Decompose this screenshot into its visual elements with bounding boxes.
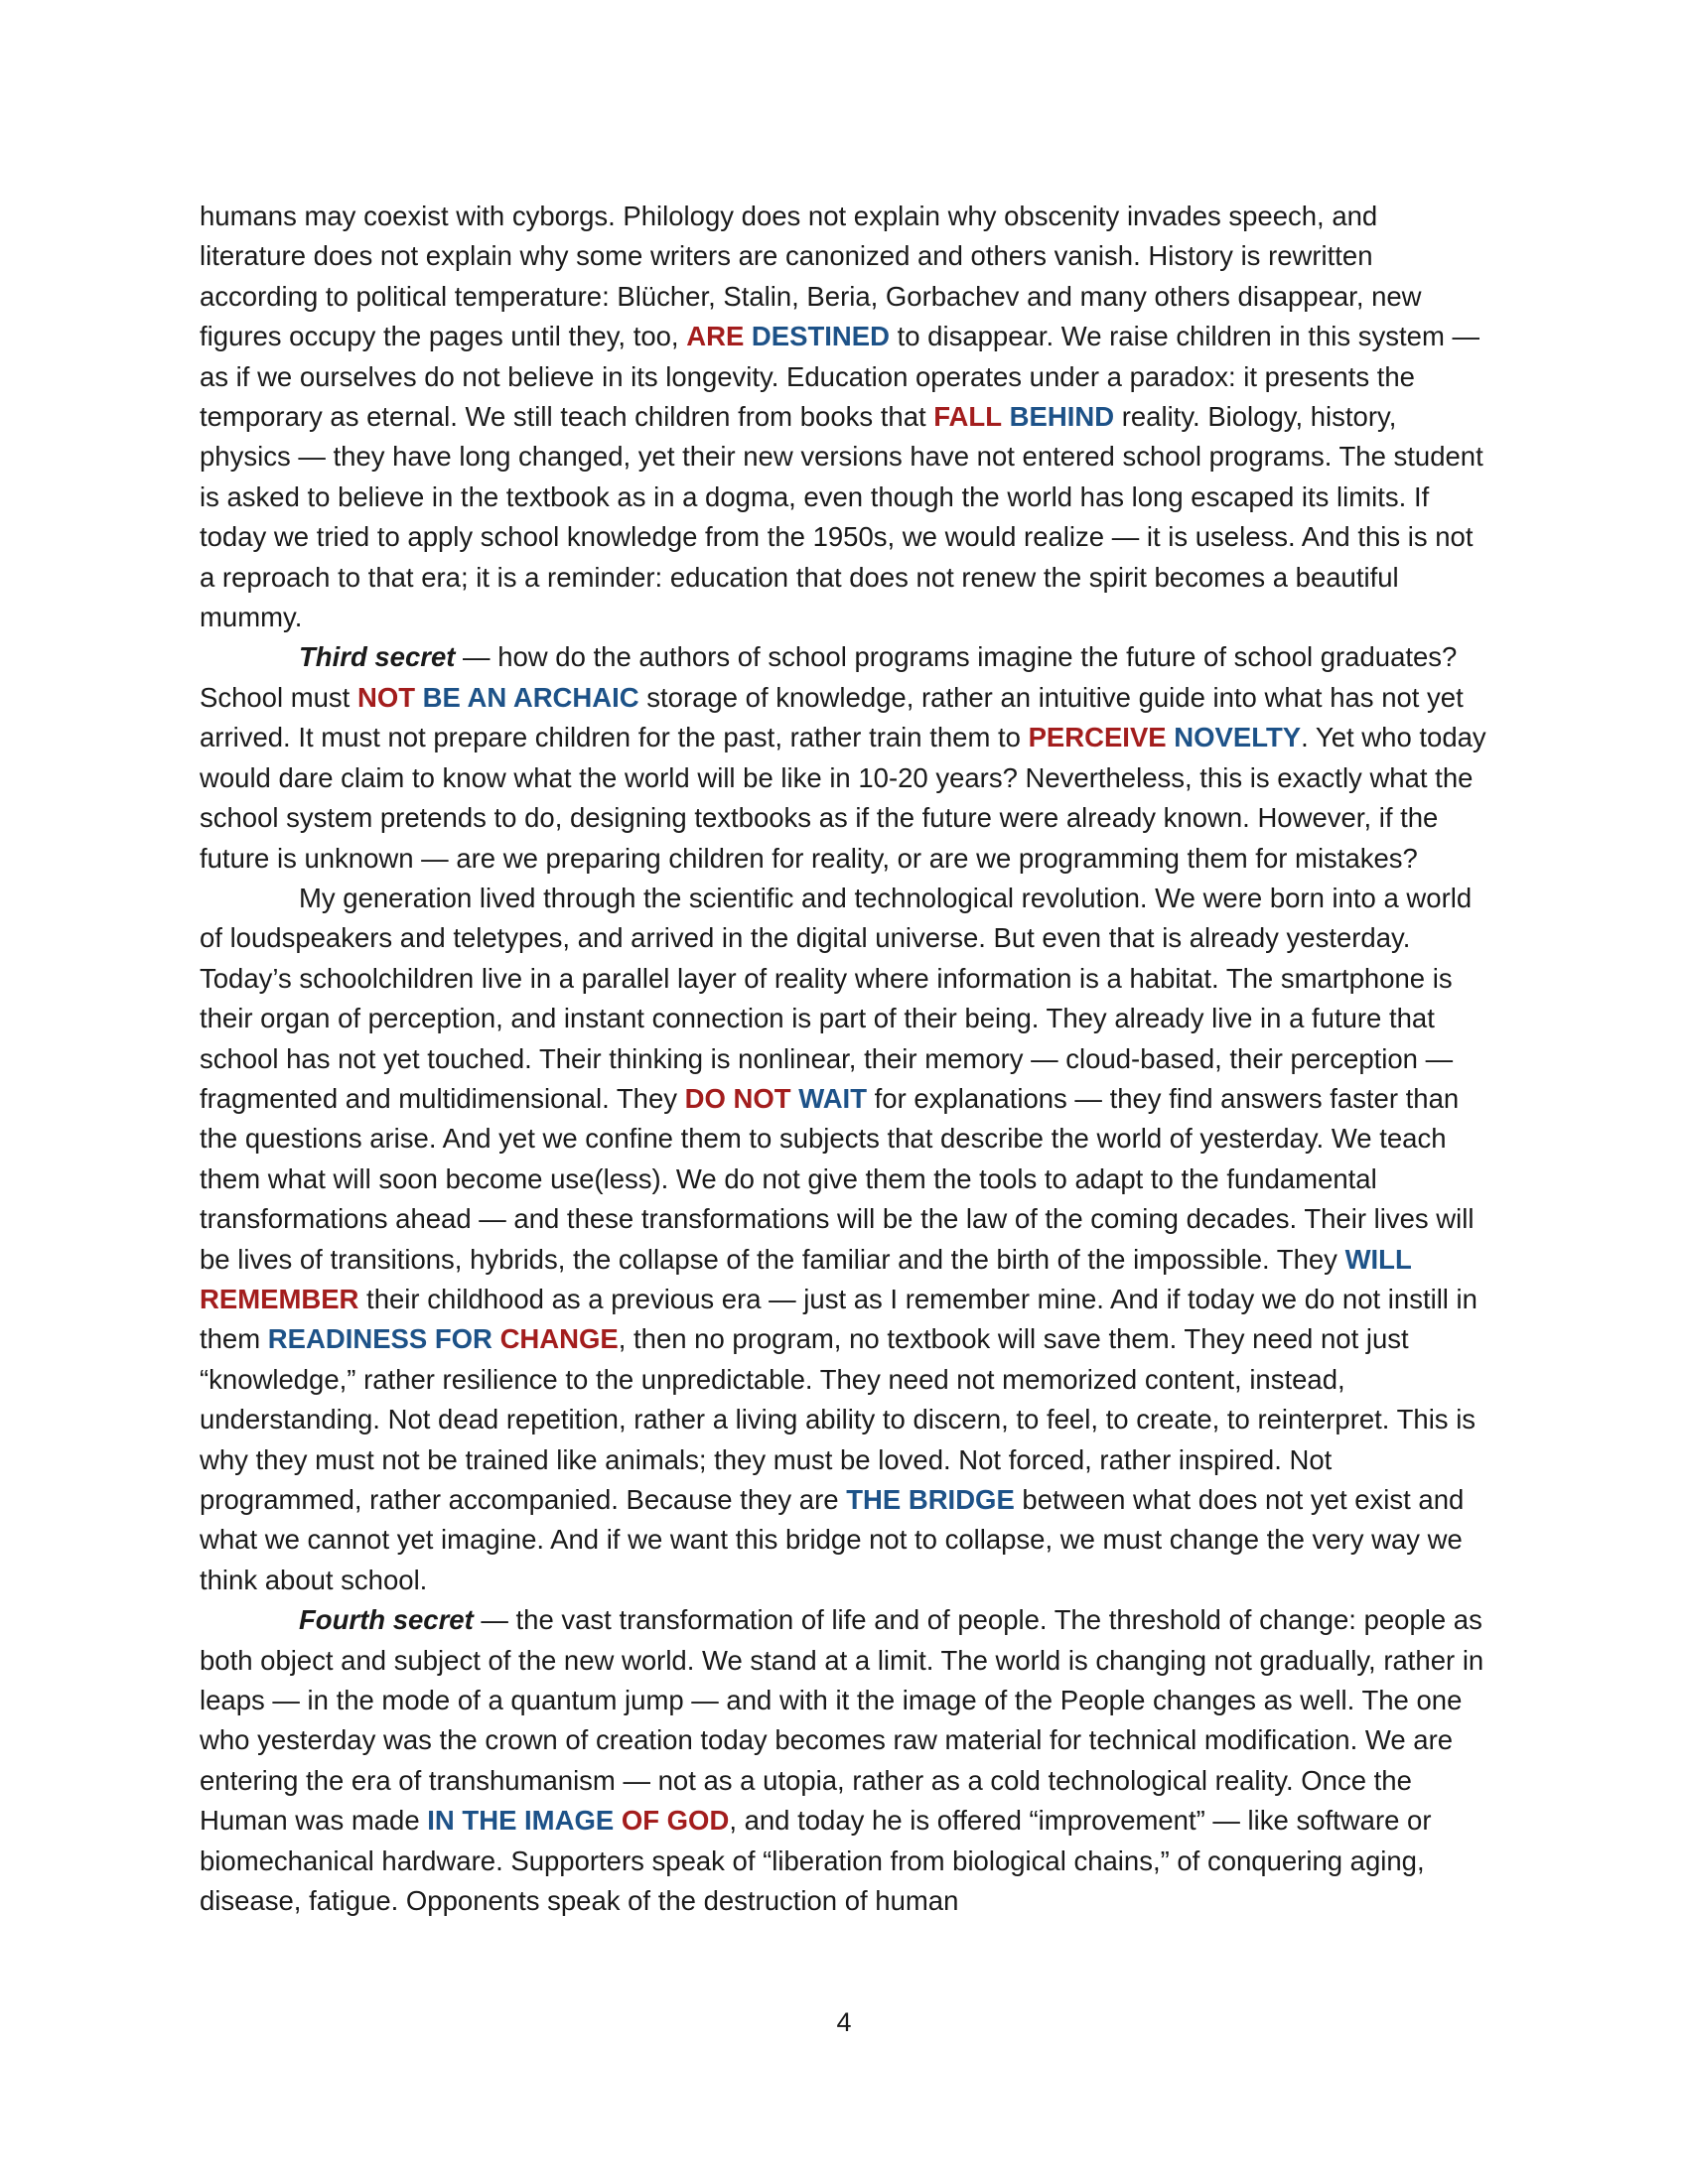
- highlight-blue: NOVELTY: [1174, 722, 1302, 753]
- highlight-red: OF GOD: [621, 1805, 730, 1837]
- text-run: , then no program, no textbook will save them. They need not just “knowledge,” rather resilience to the unpredictable. They need not memorized content, instead, understanding. Not dead repetition, rather a living ability to discern, to feel, to create, to reinterpret. This is why they must not be trained like animals; they must be loved. Not forced, rather inspired. Not programmed, rather accompanied. Because they are: [200, 1323, 1477, 1515]
- section-lead: Fourth secret: [299, 1604, 474, 1636]
- text-run: — the vast transformation of life and of people. The threshold of change: people as both object and subject of the new world. We stand at a limit. The world is changing not gradually, rather in leaps — in the mode of a quantum jump — and with it the image of the People changes as well. The one who yesterday was the crown of creation today becomes raw material for technical modification. We are entering the era of transhumanism — not as a utopia, rather as a cold technological reality. Once the Human was made: [200, 1604, 1484, 1837]
- highlight-blue: IN THE IMAGE: [427, 1805, 615, 1837]
- highlight-red: DO NOT: [684, 1082, 791, 1114]
- paragraph: [200, 1600, 1490, 1921]
- text-run: [492, 1323, 500, 1354]
- text-run: humans may coexist with cyborgs. Philology does not explain why obscenity invades speech, and literature does not explain why some writers are canonized and others vanish. History is rewritten according to political temperature: Blücher, Stalin, Beria, Gorbachev and many others disappear, new figures occupy the pages until they, too,: [200, 201, 1422, 352]
- highlight-blue: BEHIND: [1009, 401, 1115, 433]
- paragraph: [200, 879, 1490, 1600]
- highlight-red: CHANGE: [499, 1323, 619, 1355]
- text-run: . Yet who today would dare claim to know what the world will be like in 10-20 years? Nevertheless, this is exactly what the school system pretends to do, designing textbooks as if the future were already known. However, if the future is unknown — are we preparing children for reality, or are we programming them for mistakes?: [200, 722, 1486, 874]
- highlight-blue: READINESS FOR: [267, 1323, 492, 1355]
- section-lead: Third secret: [299, 641, 456, 673]
- text-run: to disappear. We raise children in this system — as if we ourselves do not believe in its longevity. Education operates under a paradox: it presents the temporary as eternal. We still teach children from books that: [200, 321, 1480, 433]
- highlight-blue: BE AN ARCHAIC: [422, 681, 639, 713]
- highlight-red: PERCEIVE: [1028, 722, 1167, 753]
- document-body: [200, 197, 1490, 1921]
- text-run: [614, 1805, 622, 1836]
- highlight-red: REMEMBER: [200, 1283, 359, 1314]
- text-run: storage of knowledge, rather an intuitive guide into what has not yet arrived. It must not prepare children for the past, rather train them to: [200, 681, 1464, 753]
- text-run: , and today he is offered “improvement” — like software or biomechanical hardware. Supporters speak of “liberation from biological chains,” of conquering aging, disease, fatigue. Opponents speak of the destruction of human: [200, 1805, 1432, 1917]
- highlight-blue: THE BRIDGE: [846, 1484, 1015, 1515]
- text-run: [744, 321, 752, 351]
- text-run: [1002, 401, 1010, 432]
- text-run: reality. Biology, history, physics — they have long changed, yet their new versions have not entered school programs. The student is asked to believe in the textbook as in a dogma, even though the world has long escaped its limits. If today we tried to apply school knowledge from the 1950s, we would realize — it is useless. And this is not a reproach to that era; it is a reminder: education that does not renew the spirit becomes a beautiful mummy.: [200, 401, 1483, 633]
- highlight-red: FALL: [933, 401, 1003, 433]
- text-run: between what does not yet exist and what we cannot yet imagine. And if we want this bridge not to collapse, we must change the very way we think about school.: [200, 1484, 1465, 1595]
- highlight-red: NOT: [356, 681, 416, 713]
- text-run: for explanations — they find answers faster than the questions arise. And yet we confine them to subjects that describe the world of yesterday. We teach them what will soon become use(less). We do not give them the tools to adapt to the fundamental transformations ahead — and these transformations will be the law of the coming decades. Their lives will be lives of transitions, hybrids, the collapse of the familiar and the birth of the impossible. They: [200, 1082, 1475, 1275]
- text-run: My generation lived through the scientific and technological revolution. We were born into a world of loudspeakers and teletypes, and arrived in the digital universe. But even that is already yesterday. Today’s schoolchildren live in a parallel layer of reality where information is a habitat. The smartphone is their organ of perception, and instant connection is part of their being. They already live in a future that school has not yet touched. Their thinking is nonlinear, their memory — cloud-based, their perception — fragmented and multidimensional. They: [200, 882, 1473, 1114]
- highlight-blue: DESTINED: [751, 321, 890, 352]
- text-run: their childhood as a previous era — just as I remember mine. And if today we do not instill in them: [200, 1283, 1477, 1355]
- paragraph: [200, 197, 1490, 637]
- page-number: 4: [836, 2007, 852, 2037]
- paragraph: [200, 637, 1490, 878]
- highlight-blue: WILL: [1344, 1243, 1412, 1275]
- text-run: [415, 682, 423, 713]
- highlight-blue: WAIT: [798, 1082, 867, 1114]
- highlight-red: ARE: [686, 321, 745, 352]
- text-run: — how do the authors of school programs imagine the future of school graduates? School must: [200, 641, 1458, 713]
